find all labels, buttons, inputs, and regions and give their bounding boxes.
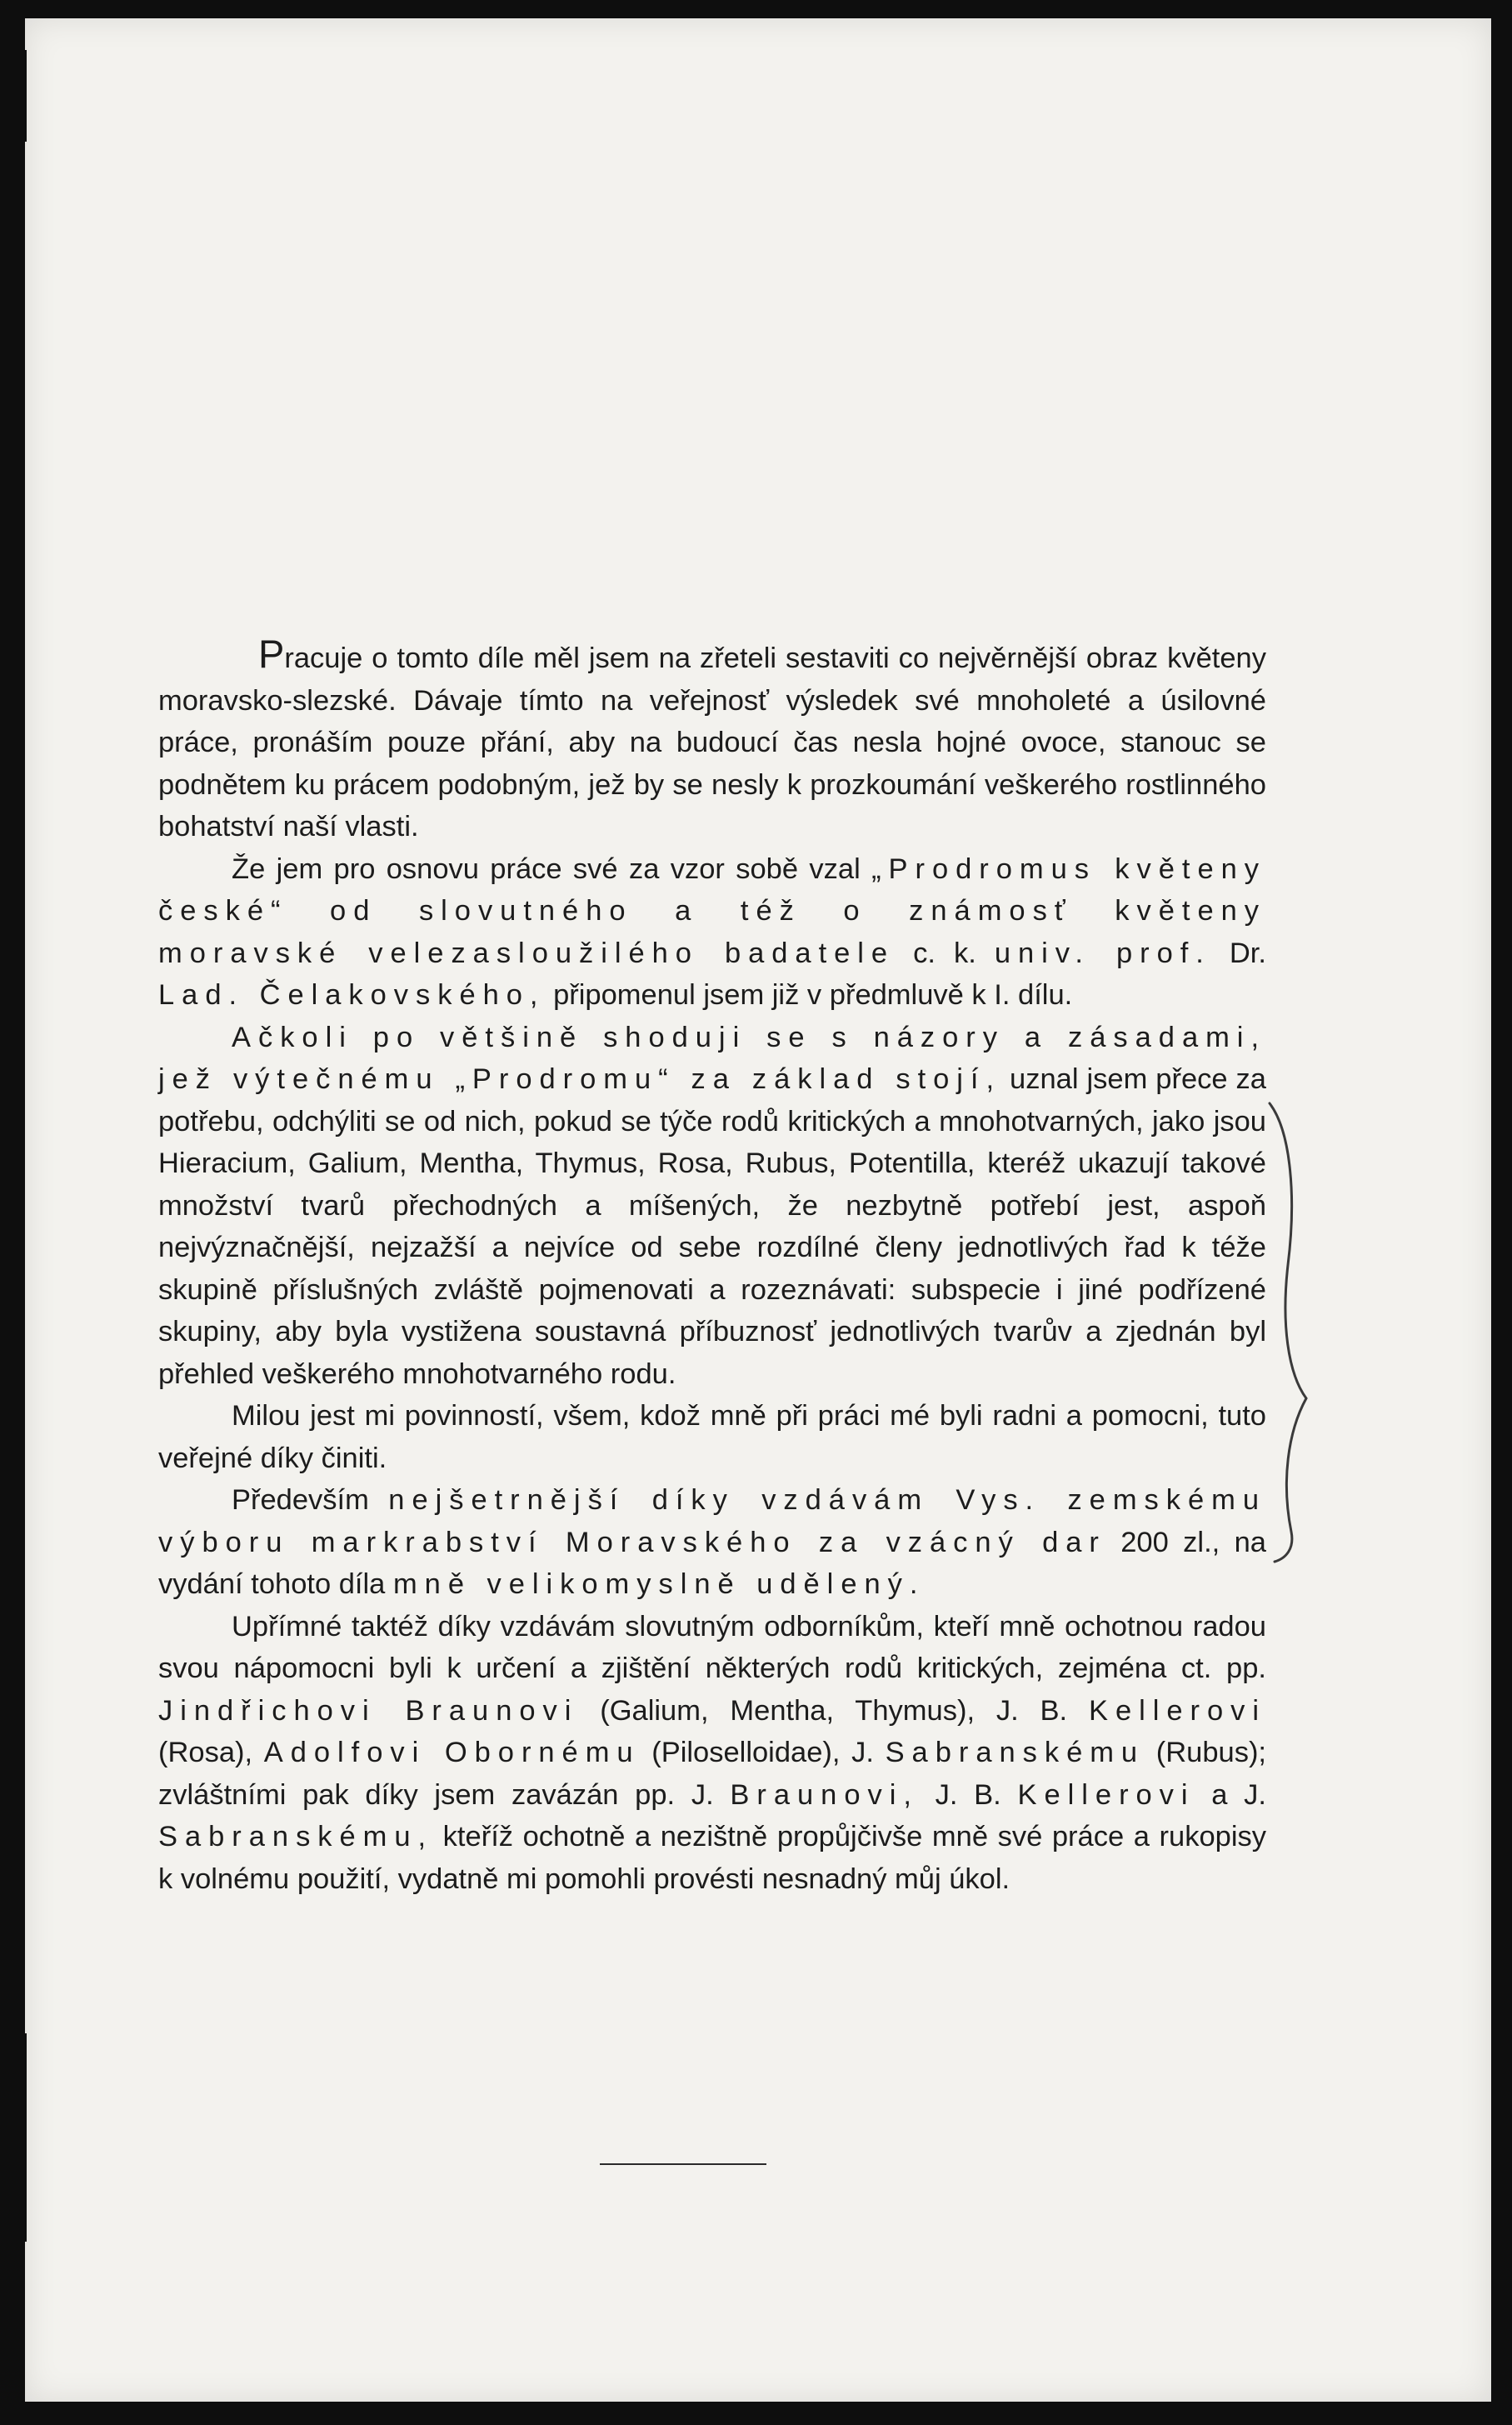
binding-edge-mark xyxy=(20,2033,27,2242)
spaced-text: Sabranskému, xyxy=(158,1821,434,1852)
end-rule xyxy=(600,2163,766,2165)
text-run: Především xyxy=(232,1484,389,1516)
text-run: (Rubus); zvláštními pak díky jsem zavázán pp. J. xyxy=(158,1737,1267,1811)
paragraph-2 xyxy=(158,848,1266,1017)
spaced-text: Lad. Čelakovského, xyxy=(158,979,546,1011)
body-text xyxy=(158,633,1266,1900)
spaced-text: Kellerovi xyxy=(1088,1694,1267,1727)
spaced-text: Kellerovi xyxy=(1017,1778,1195,1811)
text-run: c. k. xyxy=(895,937,995,969)
spaced-text: „Prodromus květeny české“ od slovutného a též o známosť květeny moravské velezasloužilého badatele xyxy=(158,852,1266,969)
paragraph-1 xyxy=(158,633,1266,848)
text-run: a J. xyxy=(1195,1778,1267,1811)
text-run: Dr. xyxy=(1210,937,1266,969)
text-run: (Galium, Mentha, Thymus), J. B. xyxy=(578,1694,1089,1727)
text-run: uznal jsem přece za potřebu, odchýliti se od nich, pokud se týče rodů kritických a mnohotvarných, jako jsou Hieracium, Galium, Mentha, Thymus, Rosa, Rubus, Potentilla, kteréž ukazují takové množství tvarů přechodných a míšených, že nezbytně potřebí jest, aspoň nejvýznačnější, nejzažší a nejvíce od sebe rozdílné členy jednotlivých řad k téže skupině příslušných zvláště pojmenovati a rozeznávati: subspecie i jiné podřízené skupiny, aby byla vystižena soustavná příbuznosť jednotlivých tvarův a zjednán byl přehled veškerého mnohotvarného rodu. xyxy=(158,1063,1266,1390)
paragraph-4 xyxy=(158,1395,1266,1479)
handwritten-bracket-mark xyxy=(1263,1098,1321,1565)
spaced-text: Sabranskému xyxy=(885,1737,1145,1768)
text-run: Že jem pro osnovu práce své za vzor sobě vzal xyxy=(232,852,872,885)
binding-edge-mark xyxy=(20,50,27,142)
spaced-text: Braunovi, xyxy=(730,1778,919,1811)
text-run: (Rosa), xyxy=(158,1737,264,1768)
text-run: Upřímné taktéž díky vzdávám slovutným odborníkům, kteří mně ochotnou radou svou nápomocni byli k určení a zjištění některých rodů kritických, zejména ct. pp. xyxy=(158,1610,1266,1684)
paragraph-3 xyxy=(158,1017,1266,1396)
spaced-text: Jindřichovi Braunovi xyxy=(158,1694,579,1727)
text-run: (Piloselloidae), J. xyxy=(640,1737,886,1768)
text-run: připomenul jsem již v předmluvě k I. dílu. xyxy=(545,979,1073,1011)
drop-cap: P xyxy=(258,632,285,676)
paragraph-text: Milou jest mi povinností, všem, kdož mně při práci mé byli radni a pomocni, tuto veřejné díky činiti. xyxy=(158,1400,1266,1474)
spaced-text: Adolfovi Obornému xyxy=(263,1737,641,1768)
paragraph-text: racuje o tomto díle měl jsem na zřeteli sestaviti co nejvěrnější obraz květeny moravsko-slezské. Dávaje tímto na veřejnosť výsledek své mnoholeté a úsilovné práce, pronáším pouze přání, aby na budoucí čas nesla hojné ovoce, stanouc se podnětem ku prácem podobným, jež by se nesly k prozkoumání veškerého rostlinného bohatství naší vlasti. xyxy=(158,642,1266,842)
paragraph-5 xyxy=(158,1479,1266,1606)
text-run: J. B. xyxy=(918,1778,1018,1811)
spaced-text: mně velikomyslně udělený. xyxy=(392,1568,926,1600)
text-run: kteříž ochotně a nezištně propůjčivše mně své práce a rukopisy k volnému použití, vydatně mi pomohli provésti nesnadný můj úkol. xyxy=(158,1821,1266,1895)
spaced-text: univ. prof. xyxy=(994,937,1211,969)
paragraph-6 xyxy=(158,1606,1266,1901)
spaced-text: Ačkoli po většině shoduji se s názory a zásadami, jež výtečnému „Prodromu“ za základ stojí, xyxy=(158,1021,1266,1095)
spaced-text: nejšetrnější díky vzdávám Vys. zemskému výboru markrabství Moravského za vzácný dar xyxy=(158,1484,1266,1558)
text-run: 200 zl., na vydání tohoto díla xyxy=(158,1526,1266,1600)
